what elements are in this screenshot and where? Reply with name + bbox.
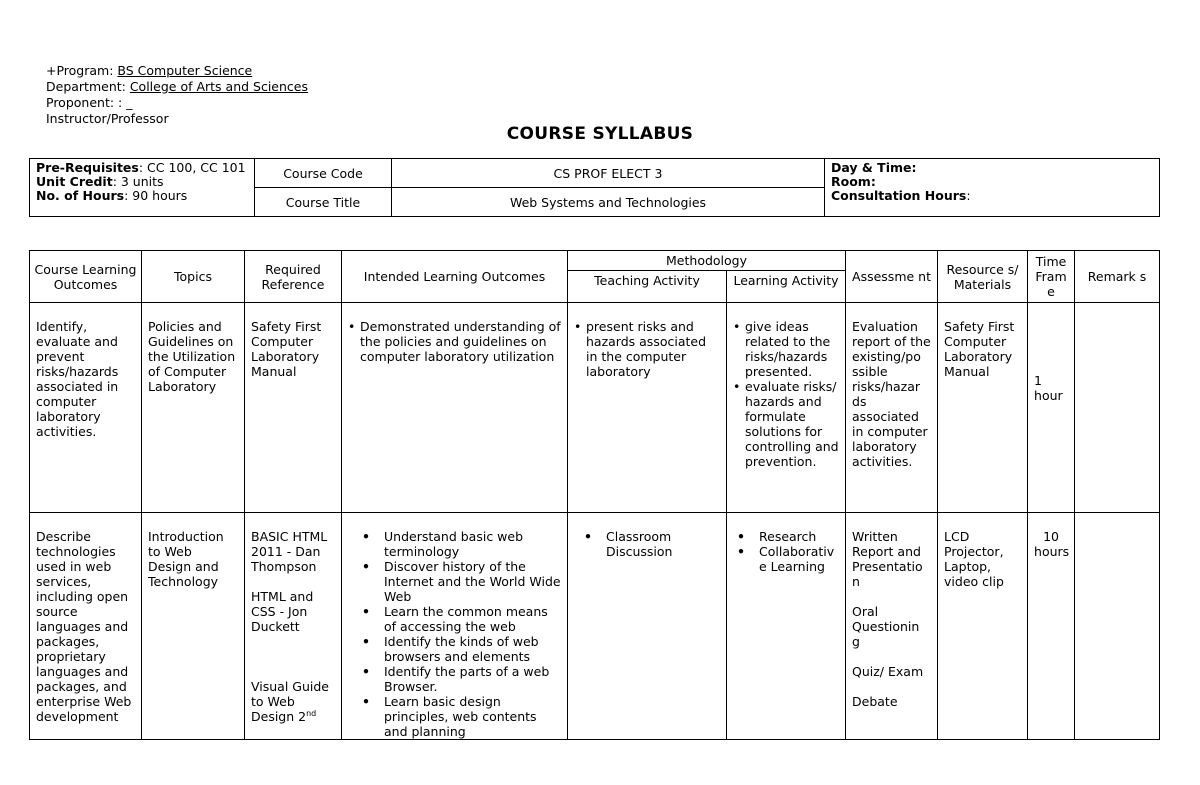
- course-code-value: CS PROF ELECT 3: [392, 159, 825, 188]
- prerequisites-cell: Pre-Requisites: CC 100, CC 101 Unit Credit: 3 units No. of Hours: 90 hours: [30, 159, 255, 217]
- list-item: • present risks and hazards associated in the computer laboratory: [574, 319, 720, 379]
- assessment-cell: Written Report and Presentatio n Oral Questionin g Quiz/ Exam Debate: [846, 513, 938, 740]
- teaching-cell: [568, 513, 727, 740]
- topics-cell: Introduction to Web Design and Technology: [142, 513, 245, 740]
- col-reference: Required Reference: [245, 251, 342, 303]
- col-ilo: Intended Learning Outcomes: [342, 251, 568, 303]
- ilo-cell: [342, 303, 568, 513]
- time-cell: 10 hours: [1028, 513, 1075, 740]
- reference-cell: BASIC HTML 2011 - Dan Thompson HTML and CSS - Jon Duckett Visual Guide to Web Design 2nd: [245, 513, 342, 740]
- col-time: Time Fram e: [1028, 251, 1075, 303]
- list-item: • Understand basic web terminology: [384, 529, 561, 559]
- department-line: Department: College of Arts and Sciences: [46, 79, 308, 94]
- col-clo: Course Learning Outcomes: [30, 251, 142, 303]
- list-item: • Identify the kinds of web browsers and elements: [384, 634, 561, 664]
- list-item: • Classroom Discussion: [606, 529, 720, 559]
- list-item: • Learn basic design principles, web contents and planning: [384, 694, 561, 739]
- list-item: • Identify the parts of a web Browser.: [384, 664, 561, 694]
- list-item: • Research: [759, 529, 839, 544]
- clo-cell: Identify, evaluate and prevent risks/hazards associated in computer laboratory activities.: [30, 303, 142, 513]
- teaching-cell: [568, 303, 727, 513]
- col-teaching: Teaching Activity: [568, 271, 727, 303]
- time-cell: 1 hour: [1028, 303, 1075, 513]
- col-learning: Learning Activity: [727, 271, 846, 303]
- course-title-label: Course Title: [255, 188, 392, 217]
- proponent-line: Proponent: : _: [46, 95, 133, 110]
- list-item: • Discover history of the Internet and the World Wide Web: [384, 559, 561, 604]
- clo-cell: Describe technologies used in web services, including open source languages and packages, proprietary languages and packages, and enterprise Web development: [30, 513, 142, 740]
- topics-cell: Policies and Guidelines on the Utilization of Computer Laboratory: [142, 303, 245, 513]
- schedule-cell: Day & Time: Room: Consultation Hours:: [825, 159, 1160, 217]
- list-item: • evaluate risks/ hazards and formulate solutions for controlling and prevention.: [733, 379, 839, 469]
- list-item: • Collaborativ e Learning: [759, 544, 839, 574]
- learning-cell: [727, 303, 846, 513]
- list-item: • Demonstrated understanding of the policies and guidelines on computer laboratory utilization: [348, 319, 561, 364]
- course-code-label: Course Code: [255, 159, 392, 188]
- course-info-table: [29, 158, 1160, 217]
- learning-cell: [727, 513, 846, 740]
- page-title: COURSE SYLLABUS: [506, 124, 694, 144]
- program-line: +Program: BS Computer Science: [46, 63, 253, 78]
- department-value: College of Arts and Sciences: [129, 79, 308, 94]
- program-value: BS Computer Science: [117, 63, 253, 78]
- col-resources: Resource s/ Materials: [938, 251, 1028, 303]
- course-title-value: Web Systems and Technologies: [392, 188, 825, 217]
- assessment-cell: Evaluation report of the existing/po ssible risks/hazar ds associated in computer laboratory activities.: [846, 303, 938, 513]
- remarks-cell: [1075, 513, 1160, 740]
- resources-cell: Safety First Computer Laboratory Manual: [938, 303, 1028, 513]
- col-assessment: Assessme nt: [846, 251, 938, 303]
- resources-cell: LCD Projector, Laptop, video clip: [938, 513, 1028, 740]
- table-row: [30, 303, 1160, 513]
- syllabus-table: [29, 250, 1160, 740]
- reference-cell: Safety First Computer Laboratory Manual: [245, 303, 342, 513]
- list-item: • Learn the common means of accessing the web: [384, 604, 561, 634]
- instructor-line: Instructor/Professor: [46, 111, 169, 126]
- table-row: [30, 513, 1160, 740]
- col-topics: Topics: [142, 251, 245, 303]
- col-methodology: Methodology: [568, 251, 846, 271]
- syllabus-header: [46, 63, 308, 127]
- list-item: • give ideas related to the risks/hazards presented.: [733, 319, 839, 379]
- remarks-cell: [1075, 303, 1160, 513]
- ilo-cell: [342, 513, 568, 740]
- col-remarks: Remark s: [1075, 251, 1160, 303]
